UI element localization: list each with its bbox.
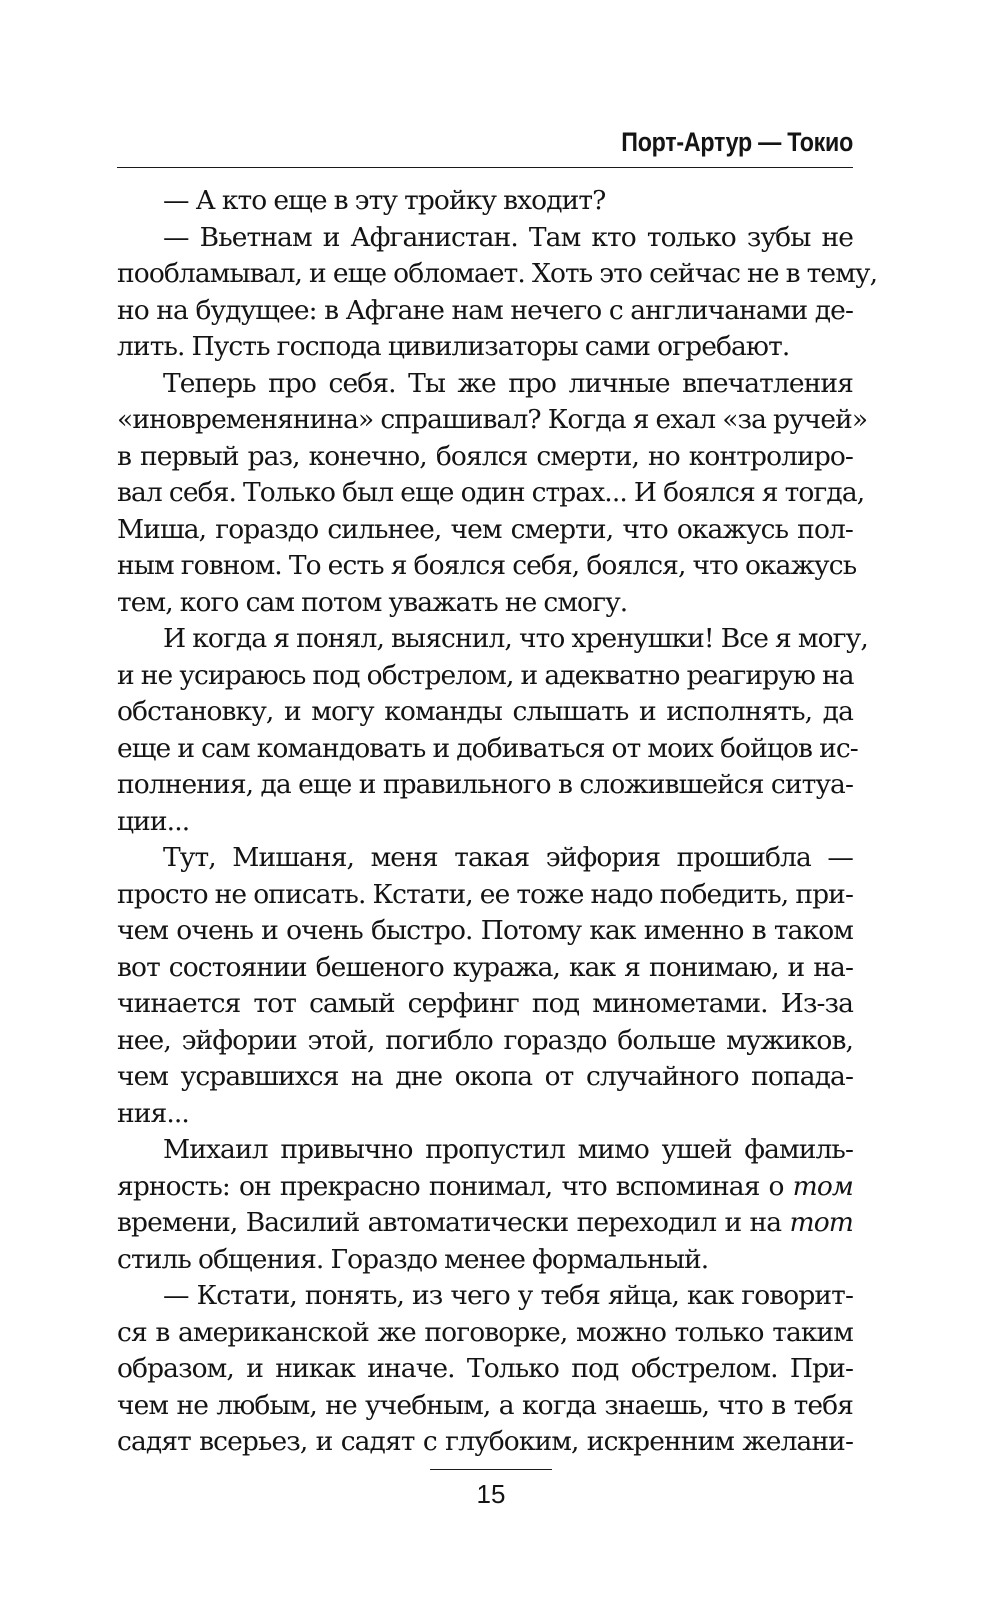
text-line: но на будущее: в Афгане нам нечего с англичанами де- (117, 294, 853, 326)
text-line: — Вьетнам и Афганистан. Там кто только зубы не (163, 221, 853, 253)
text-line: и не усираюсь под обстрелом, и адекватно реагирую на (117, 659, 854, 691)
text-line: тем, кого сам потом уважать не смогу. (117, 586, 628, 618)
text-line: вал себя. Только был еще один страх... И боялся я тогда, (117, 477, 865, 508)
footer-rule (430, 1469, 552, 1470)
emphasis-word: том (792, 1170, 853, 1202)
text-fragment: времени, Василий автоматически переходил и на (117, 1207, 790, 1238)
text-line: вот состоянии бешеного куража, как я понимаю, и на- (117, 951, 853, 983)
text-line: ным говном. То есть я боялся себя, боялся, что окажусь (117, 550, 857, 581)
text-line: полнения, да еще и правильного в сложившейся ситуа- (117, 769, 853, 800)
text-line (117, 1205, 853, 1242)
text-line: ся в американской же поговорке, можно только таким (117, 1316, 853, 1348)
paragraph-2 (117, 220, 878, 366)
text-line: еще и сам командовать и добиваться от моих бойцов ис- (117, 732, 858, 764)
text-line: Тут, Мишаня, меня такая эйфория прошибла — (163, 842, 853, 873)
text-line: И когда я понял, выяснил, что хренушки! Все я могу, (163, 623, 868, 654)
text-line: просто не описать. Кстати, ее тоже надо победить, при- (117, 878, 853, 910)
text-line: «иновременянина» спрашивал? Когда я ехал «за ручей» (117, 404, 868, 435)
text-line: ния... (117, 1097, 189, 1129)
paragraph-6 (117, 1132, 853, 1278)
paragraph-1 (117, 183, 853, 220)
text-line: в первый раз, конечно, боялся смерти, но контролиро- (117, 440, 853, 472)
text-line: ции... (117, 805, 190, 837)
text-line: — Кстати, понять, из чего у тебя яйца, как говорит- (163, 1280, 853, 1311)
paragraph-5 (117, 840, 853, 1132)
text-line: садят всерьез, и садят с глубоким, искренним желани- (117, 1426, 853, 1457)
text-line: Михаил привычно пропустил мимо ушей фамиль- (163, 1134, 853, 1165)
text-line: лить. Пусть господа цивилизаторы сами огребают. (117, 331, 790, 362)
text-line: чем не любым, не учебным, а когда знаешь, что в тебя (117, 1389, 853, 1421)
header-rule (117, 167, 853, 168)
text-line: обстановку, и могу команды слышать и исполнять, да (117, 696, 853, 727)
text-fragment: ярность: он прекрасно понимал, что вспоминая о (117, 1170, 793, 1202)
body-text (117, 183, 878, 1461)
text-line: чем усравшихся на дне окопа от случайного попада- (117, 1061, 853, 1092)
page-number: 15 (476, 1479, 506, 1509)
text-line: Теперь про себя. Ты же про личные впечатления (163, 367, 853, 399)
paragraph-7 (117, 1278, 853, 1461)
paragraph-4 (117, 621, 868, 840)
text-line: Миша, гораздо сильнее, чем смерти, что окажусь пол- (117, 513, 853, 545)
running-header: Порт-Артур — Токио (621, 127, 853, 157)
text-line: — А кто еще в эту тройку входит? (163, 185, 606, 216)
text-line: чинается тот самый серфинг под минометами. Из-за (117, 988, 853, 1019)
text-line: чем очень и очень быстро. Потому как именно в таком (117, 915, 853, 946)
text-line (117, 1169, 853, 1206)
text-line: нее, эйфории этой, погибло гораздо больше мужиков, (117, 1024, 853, 1056)
text-line: образом, и никак иначе. Только под обстрелом. При- (117, 1353, 853, 1384)
emphasis-word: тот (789, 1207, 853, 1238)
text-line: стиль общения. Гораздо менее формальный. (117, 1243, 709, 1275)
paragraph-3 (117, 366, 868, 622)
text-line: пообламывал, и еще обломает. Хоть это сейчас не в тему, (117, 258, 878, 289)
